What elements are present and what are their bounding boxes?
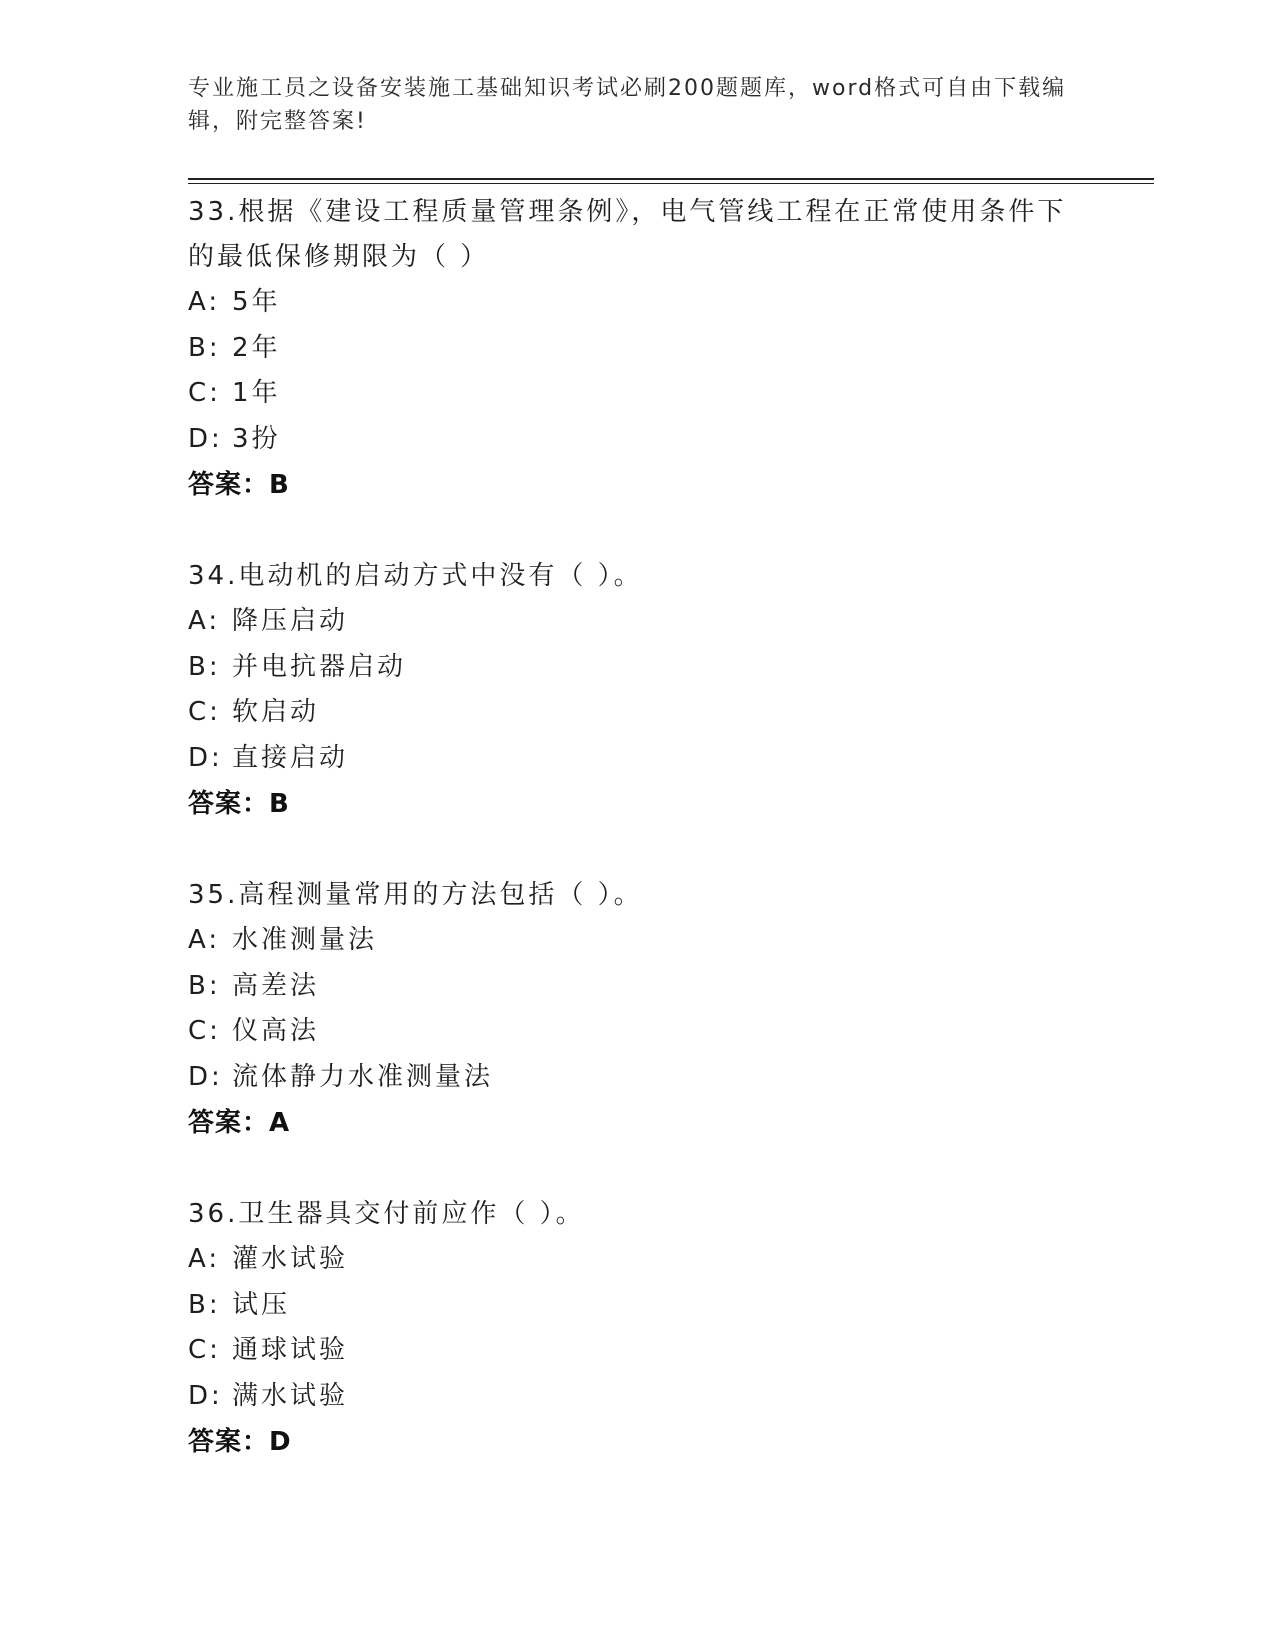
- option-text: 高差法: [232, 970, 320, 1001]
- option-a: [188, 918, 1088, 964]
- option-a: [188, 1237, 1088, 1283]
- option-text: 流体静力水准测量法: [232, 1061, 494, 1092]
- option-key: D:: [188, 423, 223, 454]
- header-divider-thick: [188, 178, 1154, 180]
- answer-line: 答案：A: [188, 1108, 291, 1138]
- option-text: 并电抗器启动: [232, 651, 407, 682]
- option-c: [188, 1328, 1088, 1374]
- question-34: [188, 554, 1088, 827]
- question-35: [188, 873, 1088, 1146]
- option-text: 5年: [232, 287, 281, 317]
- option-text: 满水试验: [232, 1380, 349, 1411]
- option-a: [188, 280, 1088, 326]
- option-text: 试压: [232, 1289, 291, 1320]
- option-c: [188, 371, 1088, 417]
- option-key: A:: [188, 1244, 221, 1274]
- option-d: [188, 1055, 1088, 1101]
- option-key: D:: [188, 1061, 223, 1092]
- option-text: 灌水试验: [232, 1244, 349, 1274]
- option-b: [188, 645, 1088, 691]
- option-key: D:: [188, 1380, 223, 1411]
- question-stem: 34.电动机的启动方式中没有（ ）。: [188, 561, 643, 591]
- option-text: 通球试验: [232, 1335, 349, 1365]
- option-key: A:: [188, 925, 221, 955]
- option-text: 水准测量法: [232, 925, 378, 955]
- option-text: 1年: [232, 378, 281, 408]
- option-c: [188, 690, 1088, 736]
- question-36: [188, 1192, 1088, 1465]
- option-text: 软启动: [232, 697, 320, 727]
- answer-line: 答案：B: [188, 789, 290, 819]
- option-key: A:: [188, 606, 221, 636]
- question-list: [188, 190, 1088, 1511]
- question-stem: 35.高程测量常用的方法包括（ ）。: [188, 880, 643, 910]
- option-d: [188, 417, 1088, 463]
- option-key: B:: [188, 1289, 221, 1320]
- answer-line: 答案：D: [188, 1427, 292, 1457]
- question-33: [188, 190, 1088, 508]
- option-d: [188, 736, 1088, 782]
- option-key: B:: [188, 970, 221, 1001]
- option-d: [188, 1374, 1088, 1420]
- option-text: 3扮: [232, 423, 281, 454]
- answer-line: 答案：B: [188, 470, 290, 500]
- option-text: 2年: [232, 332, 281, 363]
- option-b: [188, 1283, 1088, 1329]
- option-key: C:: [188, 1016, 221, 1046]
- option-text: 仪高法: [232, 1016, 320, 1046]
- question-stem: 36.卫生器具交付前应作（ ）。: [188, 1199, 585, 1229]
- option-b: [188, 326, 1088, 372]
- option-key: D:: [188, 742, 223, 773]
- option-key: C:: [188, 378, 221, 408]
- option-a: [188, 599, 1088, 645]
- question-stem: 33.根据《建设工程质量管理条例》，电气管线工程在正常使用条件下的最低保修期限为（ ）: [188, 197, 1067, 272]
- option-key: C:: [188, 1335, 221, 1365]
- option-key: B:: [188, 332, 221, 363]
- header-divider-thin: [188, 183, 1154, 184]
- option-b: [188, 964, 1088, 1010]
- option-c: [188, 1009, 1088, 1055]
- option-text: 直接启动: [232, 742, 349, 773]
- option-key: A:: [188, 287, 221, 317]
- option-key: C:: [188, 697, 221, 727]
- document-title: 专业施工员之设备安装施工基础知识考试必刷200题题库，word格式可自由下载编辑，附完整答案!: [188, 76, 1067, 134]
- option-key: B:: [188, 651, 221, 682]
- option-text: 降压启动: [232, 606, 349, 636]
